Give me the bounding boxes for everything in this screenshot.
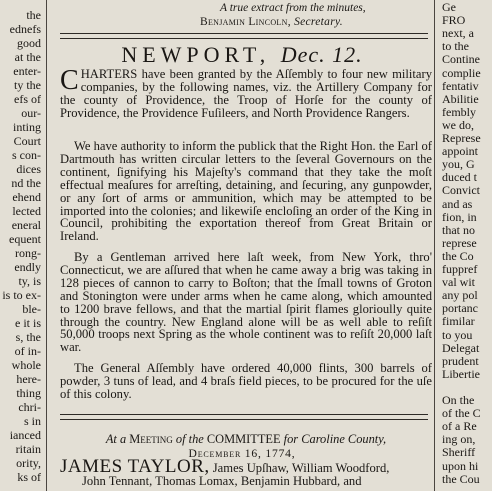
right-fragment-line: we do, (442, 117, 474, 132)
left-fragment-line: thing (16, 386, 41, 400)
right-fragment-line: On the (442, 393, 475, 407)
left-fragment-line: e it is (15, 316, 41, 330)
left-fragment-line: is to ex- (2, 288, 41, 302)
column-rule-left (46, 0, 47, 491)
dateline (52, 42, 432, 68)
right-fragment-line: of the C (442, 406, 481, 421)
left-fragment-line: our- (21, 106, 41, 120)
left-fragment-line: of in- (14, 344, 41, 358)
left-fragment-line: chri- (18, 400, 41, 414)
right-fragment-line: Convict (442, 183, 480, 198)
paragraph-assembly-text: The General Aſſembly have ordered 40,000 flints, 300 barrels of powder, 3 tuns of lead, and 4 braſs field pieces, to be procured for the uſe of this colony. (60, 361, 432, 401)
left-fragment-line: inting (12, 120, 41, 134)
signer-name: Benjamin Lincoln, (200, 16, 291, 28)
meeting-word: Meeting (129, 432, 173, 446)
right-fragment-line: next, a (442, 26, 474, 41)
signer-line (200, 16, 343, 28)
right-fragment-line: Represe (442, 131, 481, 145)
paragraph-dartmouth (60, 140, 432, 243)
right-fragment-line: that no (442, 222, 475, 237)
right-fragment-line: FRO (442, 13, 466, 28)
right-fragment-line: the Cou (442, 471, 480, 486)
right-fragment-line: Ge (442, 0, 456, 14)
right-fragment-line: fuppref (442, 262, 478, 276)
committee-names (60, 456, 432, 489)
paragraph-charters-text: HARTERS have been granted by the Aſſembly to four new military companies, by the following names, viz. the Artillery Company for the county of Providence, the Troop of Horſe for the county of Providence, the Providence Fuſileers, and North Providence Rangers. (60, 67, 432, 120)
signer-title: Secretary. (294, 16, 343, 28)
left-fragment-line: ehend (12, 190, 41, 204)
meeting-date: December 16, 1774, (188, 447, 296, 460)
names-line-1-rest: James Upſhaw, William Woodford, (212, 461, 390, 475)
names-line-1 (60, 456, 432, 477)
left-fragment-line: ority, (16, 456, 41, 470)
right-fragment-line: any pol (442, 288, 478, 303)
dateline-date: Dec. 12. (280, 42, 363, 67)
right-fragment-line: you, G (442, 157, 475, 172)
left-fragment-line: ednefs (9, 22, 41, 36)
section-divider-2 (60, 419, 428, 420)
left-fragment-line: s con- (12, 148, 41, 162)
left-fragment-line: equent (9, 232, 41, 246)
drop-cap: C (60, 65, 79, 96)
left-fragment-line: good (17, 36, 41, 50)
right-fragment-line: upon hi (442, 458, 479, 473)
left-fragment-line: rong- (15, 246, 41, 260)
paragraph-charters (60, 65, 432, 120)
left-fragment-line: here- (16, 372, 41, 386)
right-fragment-line: the Co (442, 248, 474, 263)
right-fragment-line: appoint (442, 144, 478, 159)
left-fragment-line: Court (13, 134, 41, 148)
left-fragment-line: whole (11, 358, 41, 372)
right-fragment-line: to you (442, 327, 473, 342)
right-fragment-line: Abilitie (442, 91, 479, 106)
left-fragment-line: nd the (11, 176, 41, 190)
right-fragment-line: Delegat (442, 340, 480, 355)
names-line-2: John Tennant, Thomas Lomax, Benjamin Hubbard, and (82, 474, 362, 489)
extract-note: A true extract from the minutes, (220, 2, 366, 14)
meeting-at-a: At a (105, 432, 127, 446)
meeting-for: for (283, 432, 299, 446)
left-fragment-line: ianced (9, 428, 41, 442)
left-fragment-line: at the (14, 50, 41, 64)
right-fragment-line: portanc (442, 301, 478, 316)
right-fragment-line: duced t (442, 170, 477, 185)
left-fragment-line: s, the (15, 330, 41, 344)
right-fragment-line: val wit (442, 275, 475, 290)
left-fragment-line: s in (23, 414, 41, 428)
meeting-of-the: of the (175, 432, 204, 446)
right-fragment-line: fion, in (442, 209, 477, 224)
right-fragment-line: fimilar (442, 314, 475, 329)
left-fragment-line: ble- (22, 302, 41, 316)
center-column (52, 0, 432, 491)
right-fragment-line: prudent (442, 353, 479, 368)
chairman-name: JAMES TAYLOR, (60, 456, 210, 477)
left-column-fragment (0, 0, 44, 491)
right-fragment-line: represe (442, 235, 477, 250)
right-fragment-line: Sheriff (442, 445, 476, 460)
left-fragment-line: dices (16, 162, 41, 176)
right-fragment-line: Contine (442, 52, 480, 67)
right-fragment-line: fembly (442, 104, 476, 119)
left-fragment-line: efs of (14, 92, 41, 106)
section-divider-1 (60, 414, 428, 415)
column-rule-right (434, 0, 435, 491)
right-column-fragment (438, 0, 492, 491)
paragraph-gentleman (60, 251, 432, 354)
left-fragment-line: lected (12, 204, 41, 218)
left-fragment-line: ty the (14, 78, 41, 92)
dateline-place: NEWPORT, (121, 42, 271, 67)
right-fragment-line: to the (442, 39, 469, 54)
meeting-heading (58, 432, 432, 447)
right-fragment-line: fentativ (442, 78, 479, 93)
left-fragment-line: endly (14, 260, 41, 274)
left-fragment-line: eneral (11, 218, 41, 232)
left-fragment-line: ks of (17, 470, 41, 484)
paragraph-dartmouth-text: We have authority to inform the publick that the Right Hon. the Earl of Dartmouth has written circular letters to the ſeveral Governours on the continent, ſignifying his Majeſty's command that they take the moſt effectual meaſures for arreſting, detaining, and ſecuring, any gunpowder, or any ſort of arms or ammunition, which may be attempted to be imported into the colonies; and likewiſe encloſing an order of the King in Council, prohibiting the exportation thereof from Great Britain or Ireland. (60, 139, 432, 244)
left-fragment-line: the (26, 8, 41, 22)
meeting-committee: COMMITTEE (206, 432, 281, 446)
meeting-county: Caroline County, (301, 432, 387, 446)
left-fragment-line: ty, is (18, 274, 41, 288)
right-fragment-line: Libertie (442, 366, 480, 381)
paragraph-assembly (60, 362, 432, 401)
paragraph-gentleman-text: By a Gentleman arrived here laſt week, from New York, thro' Connecticut, we are aſſured that when he came away a brig was taking in 128 pieces of cannon to carry to Boſton; that the ſmall towns of Groton and Stonington were under arms when he came along, which amounted to 1200 brave fellows, and that the martial ſpirit flames glorioully quite through the country. New England alone will be as well able to reſiſt 50,000 troops next Spring as the whole continent was to reſiſt 20,000 laſt war. (60, 250, 432, 355)
right-fragment-line: complie (442, 65, 481, 80)
left-fragment-line: enter- (13, 64, 41, 78)
section-divider-top (60, 33, 428, 39)
right-fragment-line: of a Re (442, 419, 477, 434)
right-fragment-line: ing on, (442, 432, 476, 447)
right-fragment-line: and as (442, 196, 473, 211)
left-fragment-line: ritain (15, 442, 41, 456)
